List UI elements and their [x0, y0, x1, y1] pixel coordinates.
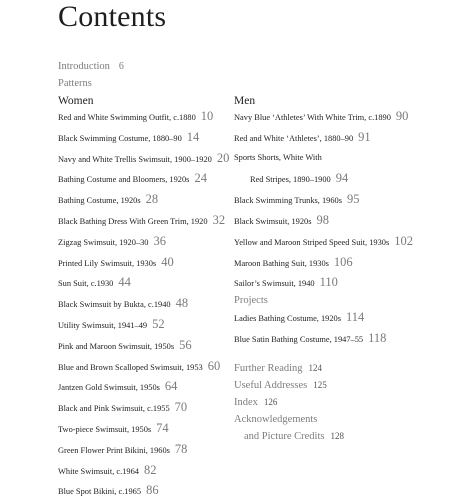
entry-page: 128: [330, 431, 344, 441]
entry-page: 94: [335, 171, 349, 186]
toc-entry-introduction[interactable]: [58, 61, 124, 72]
entry-label: Pink and Maroon Swimsuit, 1950s: [58, 341, 175, 351]
entry-label: Printed Lily Swimsuit, 1930s: [58, 258, 157, 268]
entry-page: 82: [143, 462, 157, 477]
entry-label: Useful Addresses: [234, 380, 308, 391]
toc-entry[interactable]: [244, 428, 344, 445]
toc-entry[interactable]: [58, 460, 156, 480]
entry-page: 20: [216, 150, 230, 165]
entry-page: 6: [118, 61, 124, 72]
toc-entry[interactable]: [58, 189, 158, 209]
section-patterns: Patterns: [58, 78, 92, 89]
entry-page: 95: [346, 192, 360, 207]
entry-label: Blue Spot Bikini, c.1965: [58, 487, 142, 497]
toc-entry[interactable]: [234, 127, 371, 147]
toc-entry[interactable]: [234, 377, 327, 394]
toc-entry[interactable]: [234, 231, 413, 251]
entry-label: Introduction: [58, 61, 110, 72]
entry-label: Sports Shorts, White With: [234, 152, 322, 162]
entry-page: 44: [118, 275, 131, 290]
toc-entry[interactable]: [250, 168, 348, 188]
entry-page: 60: [207, 358, 221, 373]
section-men-heading: Men: [234, 95, 256, 107]
toc-entry[interactable]: [58, 480, 159, 500]
toc-entry[interactable]: [58, 106, 213, 126]
entry-page: 118: [368, 330, 387, 345]
entry-page: 90: [395, 109, 409, 123]
toc-entry[interactable]: [58, 314, 165, 334]
entry-label: Red and White Swimming Outfit, c.1880: [58, 113, 196, 122]
entry-label: White Swimsuit, c.1964: [58, 466, 139, 476]
entry-page: 64: [164, 379, 178, 394]
toc-entry[interactable]: [234, 106, 408, 126]
entry-page: 124: [308, 363, 323, 373]
entry-label: Acknowledgements: [234, 414, 318, 425]
entry-page: 70: [174, 400, 188, 415]
entry-label: Black Swimsuit by Bukta, c.1940: [58, 300, 171, 310]
toc-entry[interactable]: [58, 439, 187, 459]
entry-label: Maroon Bathing Suit, 1930s: [234, 258, 329, 268]
entry-page: 102: [394, 233, 413, 248]
entry-page: 110: [319, 275, 338, 290]
toc-entry[interactable]: [234, 252, 353, 272]
toc-entry[interactable]: [234, 411, 317, 428]
entry-label: Yellow and Maroon Striped Speed Suit, 1930s: [234, 237, 390, 247]
toc-entry[interactable]: [58, 148, 229, 168]
toc-entry[interactable]: [234, 210, 329, 230]
toc-entry[interactable]: [58, 127, 199, 147]
section-women-heading: Women: [58, 95, 94, 107]
entry-label: Further Reading: [234, 363, 303, 374]
entry-page: 114: [346, 310, 365, 324]
entry-page: 48: [175, 296, 189, 311]
toc-entry[interactable]: [58, 272, 131, 292]
entry-label: Jantzen Gold Swimsuit, 1950s: [58, 383, 160, 393]
section-projects-heading: Projects: [234, 295, 268, 306]
entry-label: Sailor’s Swimsuit, 1940: [234, 279, 315, 289]
entry-page: 86: [146, 483, 159, 498]
entry-page: 40: [161, 254, 174, 269]
toc-entry[interactable]: [234, 189, 359, 209]
entry-page: 125: [313, 380, 327, 390]
toc-entry[interactable]: [234, 394, 277, 411]
toc-entry[interactable]: [58, 397, 187, 417]
entry-page: 56: [179, 337, 192, 352]
entry-label: Black Swimsuit, 1920s: [234, 217, 312, 226]
entry-label: Green Flower Print Bikini, 1960s: [58, 445, 170, 455]
toc-entry[interactable]: [58, 418, 169, 438]
entry-label: Sun Suit, c.1930: [58, 279, 114, 289]
entry-page: 91: [358, 129, 371, 144]
entry-label: Ladies Bathing Costume, 1920s: [234, 314, 342, 323]
entry-label: Zigzag Swimsuit, 1920–30: [58, 237, 149, 247]
toc-entry[interactable]: [58, 376, 177, 396]
entry-label: Blue and Brown Scalloped Swimsuit, 1953: [58, 362, 203, 372]
entry-label: Black Swimming Costume, 1880–90: [58, 133, 182, 143]
entry-page: 28: [145, 192, 159, 207]
toc-entry[interactable]: [58, 231, 166, 251]
toc-entry[interactable]: [234, 328, 386, 348]
page-title: Contents: [58, 0, 167, 33]
entry-label: Black Bathing Dress With Green Trim, 1920: [58, 217, 208, 226]
entry-page: 52: [152, 317, 165, 331]
entry-label: Two-piece Swimsuit, 1950s: [58, 425, 152, 434]
entry-page: 24: [194, 171, 207, 186]
entry-label: Red and White ‘Athletes’, 1880–90: [234, 133, 354, 143]
toc-entry[interactable]: [234, 148, 322, 168]
entry-label: Utility Swimsuit, 1941–49: [58, 321, 148, 330]
entry-label: Bathing Costume, 1920s: [58, 196, 141, 206]
entry-page: 126: [263, 397, 278, 407]
entry-page: 78: [174, 441, 188, 456]
toc-entry[interactable]: [58, 335, 192, 355]
entry-page: 98: [316, 213, 329, 227]
toc-entry[interactable]: [58, 252, 174, 272]
entry-label: Blue Satin Bathing Costume, 1947–55: [234, 334, 364, 344]
entry-page: 10: [200, 109, 214, 123]
entry-label: Navy and White Trellis Swimsuit, 1900–1920: [58, 154, 212, 164]
entry-page: 106: [333, 254, 353, 269]
toc-entry[interactable]: [234, 307, 364, 327]
toc-entry[interactable]: [234, 360, 322, 377]
entry-label: and Picture Credits: [244, 431, 325, 442]
entry-label: Bathing Costume and Bloomers, 1920s: [58, 175, 190, 185]
toc-entry[interactable]: [58, 168, 207, 188]
entry-page: 14: [186, 129, 200, 144]
entry-label: Red Stripes, 1890–1900: [250, 175, 331, 185]
toc-entry[interactable]: [58, 356, 220, 376]
toc-entry[interactable]: [58, 293, 188, 313]
entry-label: Black and Pink Swimsuit, c.1955: [58, 404, 170, 414]
entry-label: Navy Blue ‘Athletes’ With White Trim, c.1890: [234, 113, 391, 122]
entry-label: Index: [234, 397, 258, 408]
entry-label: Black Swimming Trunks, 1960s: [234, 196, 342, 206]
toc-entry[interactable]: [58, 210, 225, 230]
entry-page: 32: [212, 213, 226, 227]
entry-page: 74: [156, 421, 169, 435]
toc-entry[interactable]: [234, 272, 338, 292]
entry-page: 36: [153, 233, 166, 248]
